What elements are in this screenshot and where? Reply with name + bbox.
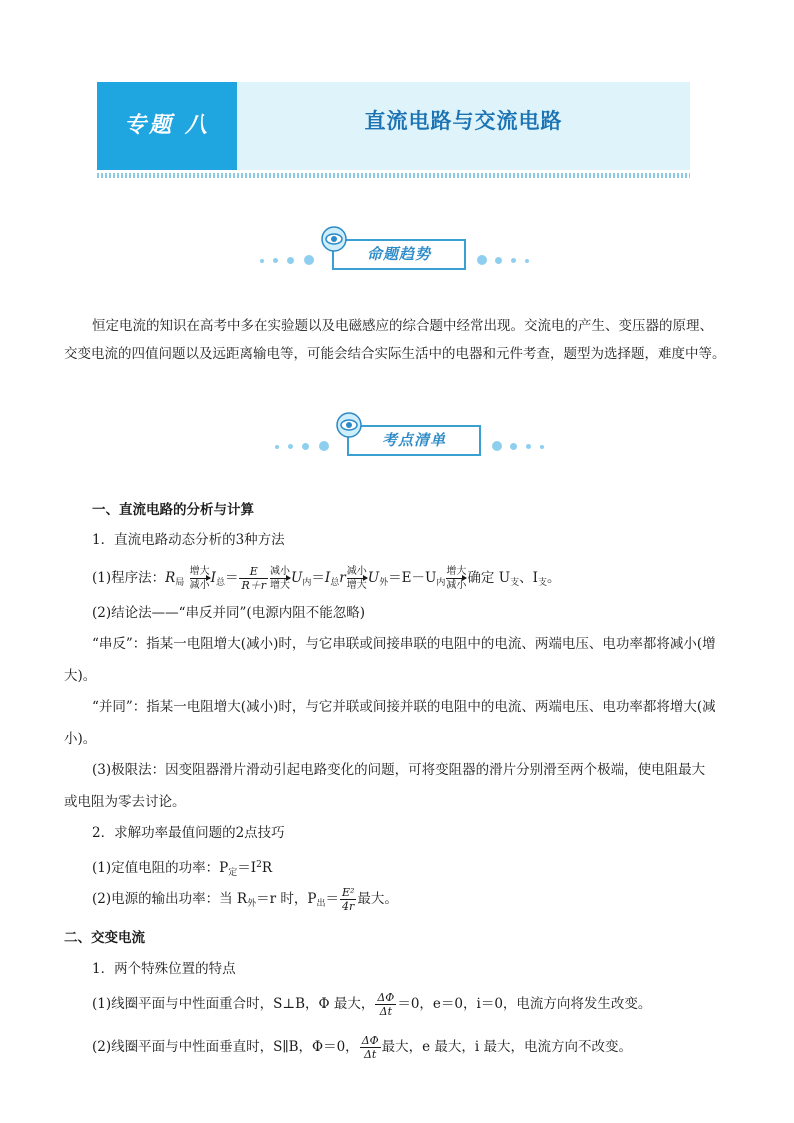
arrow: 增大 减小 — [189, 566, 210, 591]
intro-line-2: 交变电流的四值问题以及远距离输电等，可能会结合实际生活中的电器和元件考查，题型为选择题，难度中等。 — [64, 346, 726, 362]
fraction: $\frac{\Delta\Phi}{\Delta t}$ — [377, 991, 395, 1018]
decor-dot — [526, 444, 531, 449]
arrow: 减小 增大 — [346, 566, 367, 591]
section-badge-trend — [255, 222, 535, 272]
fraction: $\frac{E}{R+r}$ — [241, 565, 267, 592]
section-heading-dc: 一、直流电路的分析与计算 — [92, 502, 254, 518]
decor-dot — [511, 258, 516, 263]
decor-dot — [495, 257, 502, 264]
decor-dot — [525, 259, 529, 263]
parallel-rule-line-2: 小)。 — [64, 731, 97, 747]
decor-dot — [287, 257, 294, 264]
formula-source-power: (2)电源的输出功率：当 $R_外=r$ 时，$P_出=$ $\frac{\text{E²}}{4r}$ 最大。 — [92, 886, 398, 913]
fraction: $\frac{\Delta\Phi}{\Delta t}$ — [361, 1034, 379, 1061]
decor-dot — [477, 255, 487, 265]
series-rule-line-1: “串反”：指某一电阻增大(减小)时，与它串联或间接串联的电阻中的电流、两端电压、电功率都将减小(增 — [92, 636, 716, 652]
parallel-rule-line-1: “并同”：指某一电阻增大(减小)时，与它并联或间接并联的电阻中的电流、两端电压、电功率都将增大(减 — [92, 699, 716, 715]
decor-dot — [319, 441, 329, 451]
decor-dot — [540, 445, 544, 449]
fraction: $\frac{\text{E²}}{4r}$ — [341, 886, 355, 913]
list-item: 2．求解功率最值问题的2点技巧 — [92, 825, 285, 841]
page-title: 直流电路与交流电路 — [364, 109, 563, 133]
formula-neutral-plane-coincide: (1)线圈平面与中性面重合时，S⊥B，Φ 最大， $\frac{\Delta\Phi}{\Delta t}$ ＝0，e＝0，i＝0，电流方向将发生改变。 — [92, 991, 652, 1018]
decor-dot — [492, 441, 502, 451]
limit-method-line-1: (3)极限法：因变阻器滑片滑动引起电路变化的问题，可将变阻器的滑片分别滑至两个极端，使电阻最大 — [92, 762, 706, 778]
limit-method-line-2: 或电阻为零去讨论。 — [64, 794, 186, 810]
decor-dot — [510, 443, 517, 450]
arrow: 增大 减小 — [446, 566, 467, 591]
formula-fixed-power: (1)定值电阻的功率：$P_定=I^2R$ — [92, 860, 272, 878]
decor-dot — [304, 255, 314, 265]
series-rule-line-2: 大)。 — [64, 668, 97, 684]
formula-program-method: (1)程序法：$R_局$ 增大 减小 $I_总=$ $\frac{E}{R+r}$ 减小 增大 $U_内=I_总r$ 减小 增大 $U_外=E-U_内$ 增大 减小 确定 $U_支$、$I_支$。 — [92, 565, 561, 592]
eye-icon — [321, 226, 347, 252]
section-label: 考点清单 — [347, 425, 481, 456]
section-badge-checklist — [270, 408, 550, 458]
section-heading-ac: 二、交变电流 — [64, 930, 145, 946]
intro-line-1: 恒定电流的知识在高考中多在实验题以及电磁感应的综合题中经常出现。交流电的产生、变压器的原理、 — [92, 318, 713, 334]
decor-dot — [260, 259, 264, 263]
list-item: 1．两个特殊位置的特点 — [92, 961, 236, 977]
header-divider — [97, 173, 690, 178]
list-item: 1．直流电路动态分析的3种方法 — [92, 532, 285, 548]
decor-dot — [275, 445, 279, 449]
formula-neutral-plane-perpendicular: (2)线圈平面与中性面垂直时，S∥B，Φ＝0， $\frac{\Delta\Phi}{\Delta t}$ 最大，e 最大，i 最大，电流方向不改变。 — [92, 1034, 633, 1061]
eye-icon — [336, 412, 362, 438]
decor-dot — [273, 258, 278, 263]
topic-tag: 专题 八 — [97, 82, 237, 170]
arrow: 减小 增大 — [270, 566, 291, 591]
decor-dot — [302, 443, 309, 450]
section-label: 命题趋势 — [332, 239, 466, 270]
conclusion-method: (2)结论法——“串反并同”(电源内阻不能忽略) — [92, 605, 365, 621]
decor-dot — [288, 444, 293, 449]
